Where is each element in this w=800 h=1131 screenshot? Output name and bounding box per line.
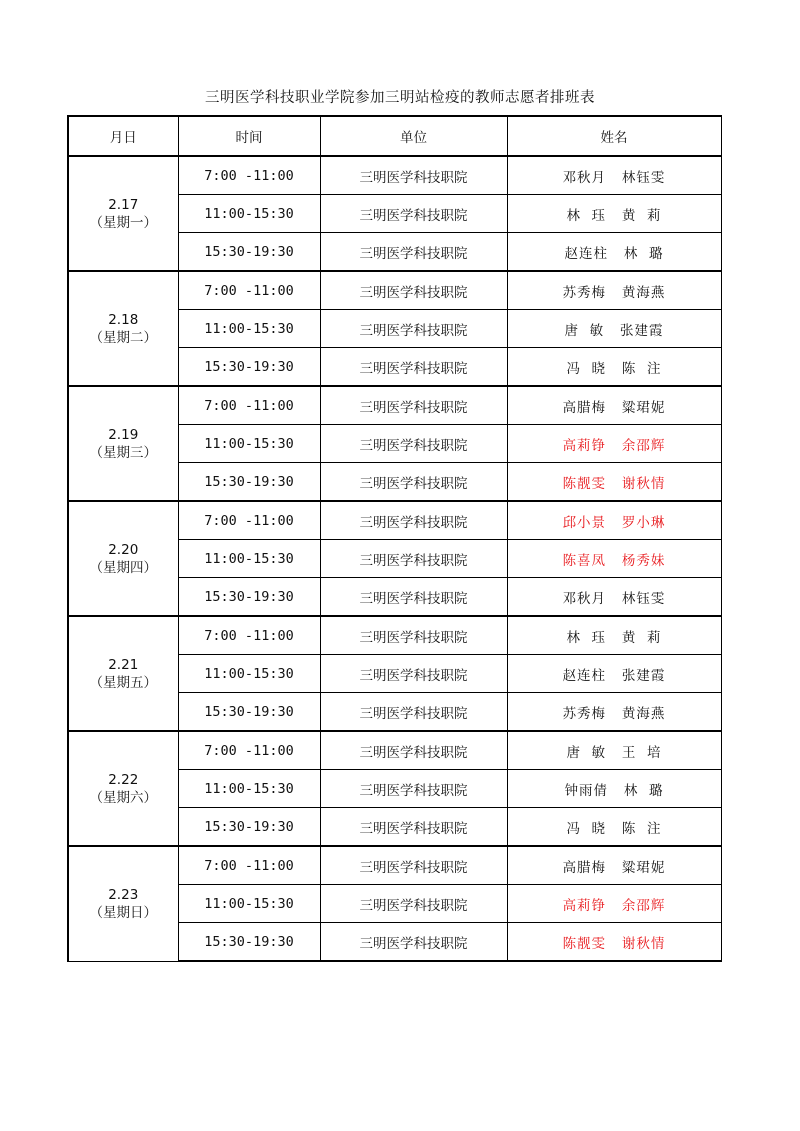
time-cell: 15:30-19:30 [178, 348, 320, 387]
unit-cell: 三明医学科技职院 [320, 233, 507, 272]
header-time: 时间 [178, 116, 320, 156]
name-cell: 邱小景 罗小琳 [507, 501, 721, 540]
date-cell [68, 616, 178, 731]
time-cell: 15:30-19:30 [178, 233, 320, 272]
time-cell: 15:30-19:30 [178, 693, 320, 732]
name-cell: 林 珏 黄 莉 [507, 616, 721, 655]
table-row [68, 731, 721, 770]
time-cell: 7:00 -11:00 [178, 846, 320, 885]
date-cell [68, 731, 178, 846]
time-cell: 11:00-15:30 [178, 425, 320, 463]
time-cell: 11:00-15:30 [178, 195, 320, 233]
name-cell: 唐 敏 张建霞 [507, 310, 721, 348]
table-row [68, 501, 721, 540]
weekday-label: （星期三） [89, 444, 157, 461]
name-cell: 林 珏 黄 莉 [507, 195, 721, 233]
date-value: 2.21 [108, 656, 139, 673]
schedule-body [68, 156, 721, 961]
name-cell: 高腊梅 粱珺妮 [507, 846, 721, 885]
name-cell: 陈喜凤 杨秀妹 [507, 540, 721, 578]
time-cell: 15:30-19:30 [178, 578, 320, 617]
time-cell: 11:00-15:30 [178, 540, 320, 578]
date-cell [68, 156, 178, 271]
date-value: 2.17 [108, 196, 139, 213]
date-cell [68, 846, 178, 961]
unit-cell: 三明医学科技职院 [320, 923, 507, 962]
unit-cell: 三明医学科技职院 [320, 463, 507, 502]
unit-cell: 三明医学科技职院 [320, 578, 507, 617]
date-value: 2.23 [108, 886, 139, 903]
name-cell: 赵连柱 林 璐 [507, 233, 721, 272]
weekday-label: （星期五） [89, 674, 157, 691]
name-cell: 邓秋月 林钰雯 [507, 578, 721, 617]
unit-cell: 三明医学科技职院 [320, 195, 507, 233]
name-cell: 陈靓雯 谢秋情 [507, 923, 721, 962]
schedule-table [67, 115, 722, 962]
date-cell [68, 271, 178, 386]
unit-cell: 三明医学科技职院 [320, 616, 507, 655]
table-row [68, 156, 721, 195]
table-row [68, 616, 721, 655]
unit-cell: 三明医学科技职院 [320, 156, 507, 195]
header-date: 月日 [68, 116, 178, 156]
unit-cell: 三明医学科技职院 [320, 271, 507, 310]
name-cell: 苏秀梅 黄海燕 [507, 271, 721, 310]
date-value: 2.20 [108, 541, 139, 558]
time-cell: 15:30-19:30 [178, 923, 320, 962]
name-cell: 钟雨倩 林 璐 [507, 770, 721, 808]
unit-cell: 三明医学科技职院 [320, 310, 507, 348]
time-cell: 11:00-15:30 [178, 885, 320, 923]
date-value: 2.19 [108, 426, 139, 443]
weekday-label: （星期六） [89, 789, 157, 806]
unit-cell: 三明医学科技职院 [320, 425, 507, 463]
date-cell [68, 501, 178, 616]
weekday-label: （星期一） [89, 214, 157, 231]
page-title: 三明医学科技职业学院参加三明站检疫的教师志愿者排班表 [205, 90, 595, 106]
table-row [68, 846, 721, 885]
unit-cell: 三明医学科技职院 [320, 501, 507, 540]
time-cell: 15:30-19:30 [178, 463, 320, 502]
unit-cell: 三明医学科技职院 [320, 540, 507, 578]
unit-cell: 三明医学科技职院 [320, 348, 507, 387]
name-cell: 邓秋月 林钰雯 [507, 156, 721, 195]
header-name: 姓名 [507, 116, 721, 156]
date-cell [68, 386, 178, 501]
weekday-label: （星期四） [89, 559, 157, 576]
date-value: 2.18 [108, 311, 139, 328]
name-cell: 陈靓雯 谢秋情 [507, 463, 721, 502]
time-cell: 7:00 -11:00 [178, 156, 320, 195]
weekday-label: （星期二） [89, 329, 157, 346]
time-cell: 7:00 -11:00 [178, 616, 320, 655]
unit-cell: 三明医学科技职院 [320, 693, 507, 732]
time-cell: 7:00 -11:00 [178, 386, 320, 425]
name-cell: 苏秀梅 黄海燕 [507, 693, 721, 732]
name-cell: 赵连柱 张建霞 [507, 655, 721, 693]
time-cell: 15:30-19:30 [178, 808, 320, 847]
unit-cell: 三明医学科技职院 [320, 846, 507, 885]
date-value: 2.22 [108, 771, 139, 788]
time-cell: 11:00-15:30 [178, 770, 320, 808]
weekday-label: （星期日） [89, 904, 157, 921]
unit-cell: 三明医学科技职院 [320, 655, 507, 693]
name-cell: 冯 晓 陈 注 [507, 808, 721, 847]
unit-cell: 三明医学科技职院 [320, 885, 507, 923]
unit-cell: 三明医学科技职院 [320, 386, 507, 425]
name-cell: 高莉铮 余邵辉 [507, 885, 721, 923]
unit-cell: 三明医学科技职院 [320, 808, 507, 847]
name-cell: 高腊梅 粱珺妮 [507, 386, 721, 425]
time-cell: 7:00 -11:00 [178, 731, 320, 770]
name-cell: 唐 敏 王 培 [507, 731, 721, 770]
name-cell: 高莉铮 余邵辉 [507, 425, 721, 463]
unit-cell: 三明医学科技职院 [320, 770, 507, 808]
header-unit: 单位 [320, 116, 507, 156]
time-cell: 7:00 -11:00 [178, 501, 320, 540]
name-cell: 冯 晓 陈 注 [507, 348, 721, 387]
time-cell: 7:00 -11:00 [178, 271, 320, 310]
table-row [68, 386, 721, 425]
time-cell: 11:00-15:30 [178, 310, 320, 348]
unit-cell: 三明医学科技职院 [320, 731, 507, 770]
table-row [68, 271, 721, 310]
header-row [68, 116, 721, 156]
time-cell: 11:00-15:30 [178, 655, 320, 693]
